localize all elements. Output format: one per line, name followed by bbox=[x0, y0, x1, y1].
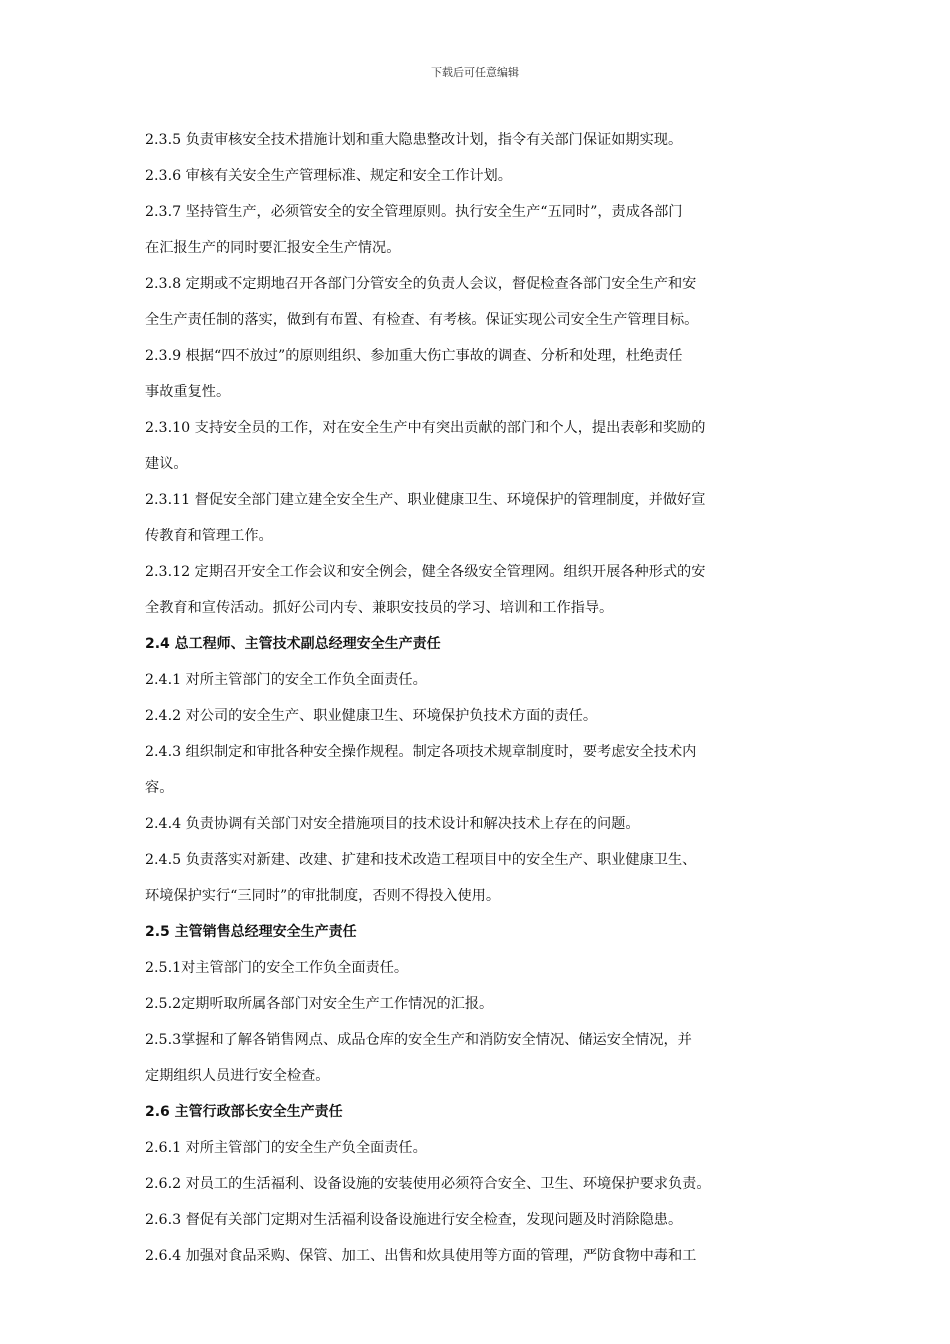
text-line: 2.5.2定期听取所属各部门对安全生产工作情况的汇报。 bbox=[145, 996, 494, 1012]
section-heading: 2.5 主管销售总经理安全生产责任 bbox=[145, 924, 357, 940]
text-line: 2.4.4 负责协调有关部门对安全措施项目的技术设计和解决技术上存在的问题。 bbox=[145, 816, 640, 832]
text-line: 容。 bbox=[145, 780, 174, 796]
text-line: 2.5.3掌握和了解各销售网点、成品仓库的安全生产和消防安全情况、储运安全情况，并 bbox=[145, 1032, 692, 1048]
text-line: 2.4.2 对公司的安全生产、职业健康卫生、环境保护负技术方面的责任。 bbox=[145, 708, 598, 724]
text-line: 全生产责任制的落实，做到有布置、有检查、有考核。保证实现公司安全生产管理目标。 bbox=[145, 312, 699, 328]
section-heading: 2.4 总工程师、主管技术副总经理安全生产责任 bbox=[145, 636, 441, 652]
document-body bbox=[145, 122, 813, 1274]
text-line: 2.5.1对主管部门的安全工作负全面责任。 bbox=[145, 960, 409, 976]
text-line: 2.3.11 督促安全部门建立建全安全生产、职业健康卫生、环境保护的管理制度，并做好宣 bbox=[145, 492, 706, 508]
text-line: 全教育和宣传活动。抓好公司内专、兼职安技员的学习、培训和工作指导。 bbox=[145, 600, 614, 616]
text-line: 事故重复性。 bbox=[145, 384, 231, 400]
text-line: 2.6.1 对所主管部门的安全生产负全面责任。 bbox=[145, 1140, 427, 1156]
text-line: 传教育和管理工作。 bbox=[145, 528, 273, 544]
text-line: 建议。 bbox=[145, 456, 188, 472]
section-heading: 2.6 主管行政部长安全生产责任 bbox=[145, 1104, 343, 1120]
text-line: 2.6.3 督促有关部门定期对生活福利设备设施进行安全检查，发现问题及时消除隐患。 bbox=[145, 1212, 683, 1228]
text-line: 2.4.1 对所主管部门的安全工作负全面责任。 bbox=[145, 672, 427, 688]
text-line: 2.3.10 支持安全员的工作，对在安全生产中有突出贡献的部门和个人，提出表彰和奖励的 bbox=[145, 420, 706, 436]
text-line: 在汇报生产的同时要汇报安全生产情况。 bbox=[145, 240, 401, 256]
text-line: 环境保护实行“三同时”的审批制度，否则不得投入使用。 bbox=[145, 888, 501, 904]
text-line: 2.3.8 定期或不定期地召开各部门分管安全的负责人会议，督促检查各部门安全生产和安 bbox=[145, 276, 697, 292]
text-line: 2.3.9 根据“四不放过”的原则组织、参加重大伤亡事故的调查、分析和处理，杜绝责任 bbox=[145, 348, 683, 364]
text-line: 2.3.7 坚持管生产，必须管安全的安全管理原则。执行安全生产“五同时”，责成各部门 bbox=[145, 204, 683, 220]
text-line: 定期组织人员进行安全检查。 bbox=[145, 1068, 330, 1084]
text-line: 2.3.5 负责审核安全技术措施计划和重大隐患整改计划，指令有关部门保证如期实现。 bbox=[145, 132, 683, 148]
text-line: 2.3.6 审核有关安全生产管理标准、规定和安全工作计划。 bbox=[145, 168, 512, 184]
page-header: 下载后可任意编辑 bbox=[431, 66, 519, 79]
text-line: 2.3.12 定期召开安全工作会议和安全例会，健全各级安全管理网。组织开展各种形式的安 bbox=[145, 564, 706, 580]
text-line: 2.6.2 对员工的生活福利、设备设施的安装使用必须符合安全、卫生、环境保护要求负责。 bbox=[145, 1176, 711, 1192]
text-line: 2.4.3 组织制定和审批各种安全操作规程。制定各项技术规章制度时，要考虑安全技术内 bbox=[145, 744, 697, 760]
text-line: 2.4.5 负责落实对新建、改建、扩建和技术改造工程项目中的安全生产、职业健康卫生、 bbox=[145, 852, 697, 868]
text-line: 2.6.4 加强对食品采购、保管、加工、出售和炊具使用等方面的管理，严防食物中毒和工 bbox=[145, 1248, 697, 1264]
